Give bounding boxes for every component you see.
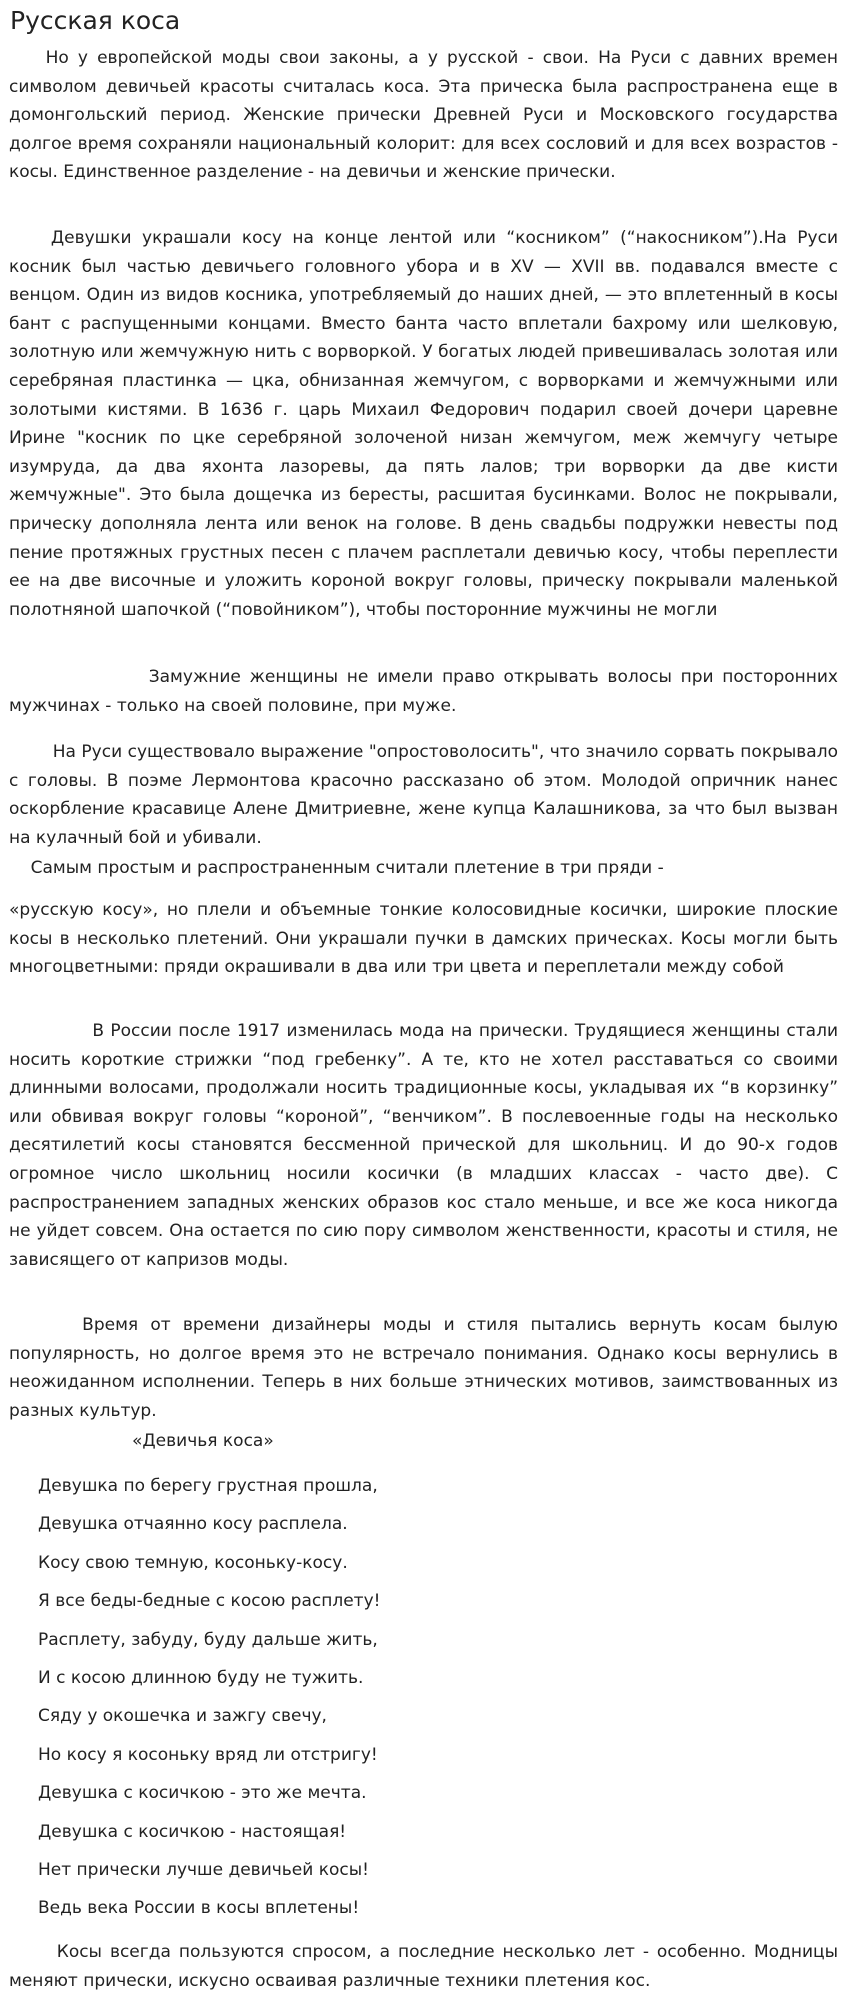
article-title: Русская коса — [10, 6, 181, 35]
paragraph-conclusion: Косы всегда пользуются спросом, а последние несколько лет - особенно. Модницы меняют прически, искусно осваивая различные техники плетения кос. — [9, 1942, 838, 1991]
poem-line: Девушка с косичкою - настоящая! — [38, 1821, 347, 1842]
poem-line: Девушка по берегу грустная прошла, — [38, 1476, 378, 1496]
poem-line: Расплету, забуду, буду дальше жить, — [38, 1629, 378, 1650]
poem-line: Сяду у окошечка и зажгу свечу, — [38, 1706, 327, 1727]
paragraph-designers: Время от времени дизайнеры моды и стиля пытались вернуть косам былую популярность, но долгое время это не встречало понимания. Однако косы вернулись в неожиданном исполнении. Теперь в них больше этнических мотивов, заимствованных из разных культур. — [9, 1315, 838, 1421]
paragraph-braid-types: «русскую косу», но плели и объемные тонкие колосовидные косички, широкие плоские косы в несколько плетений. Они украшали пучки в дамских прическах. Косы могли быть многоцветными: пряди окрашивали в два или три цвета и переплетали между собой — [9, 900, 838, 978]
paragraph-kosnik: Девушки украшали косу на конце лентой или “косником” (“накосником”).На Руси косник был частью девичьего головного убора и в XV — XVII вв. подавался вместе с венцом. Один из видов косника, употребляемый до наших дней, — это вплетенный в косы бант с распущенными концами. Вместо банта часто вплетали бахрому или шелковую, золотную или жемчужную нить с ворворкой. У богатых людей привешивалась золотая или серебряная пластинка — цка, обнизанная жемчугом, с ворворками и жемчужными или золотыми кистями. В 1636 г. царь Михаил Федорович подарил своей дочери царевне Ирине "косник по цке серебряной золоченой низан жемчугом, меж жемчугу четыре изумруда, да два яхонта лазоревы, да пять лалов; три ворворки да две кисти жемчужные". Это была дощечка из бересты, расшитая бусинками. Волос не покрывали, прическу дополняла лента или венок на голове. В день свадьбы подружки невесты под пение протяжных грустных песен с плачем расплетали девичью косу, чтобы переплести ее на две височные и уложить короной вокруг головы, прическу покрывали маленькой полотняной шапочкой (“повойником”), чтобы посторонние мужчины не могли — [9, 228, 838, 620]
paragraph-three-strands: Самым простым и распространенным считали плетение в три пряди - — [9, 858, 664, 878]
poem-line: Девушка отчаянно косу расплела. — [38, 1514, 348, 1535]
poem — [38, 1472, 380, 1933]
poem-line: Ведь века России в косы вплетены! — [38, 1898, 360, 1919]
paragraph-married: Замужние женщины не имели право открывать волосы при посторонних мужчинах - только на своей половине, при муже. — [9, 667, 838, 716]
poem-line: Косу свою темную, косоньку-косу. — [38, 1552, 348, 1573]
poem-line: Я все беды-бедные с косою расплету! — [38, 1591, 381, 1612]
paragraph-oprostovolosit: На Руси существовало выражение "опростоволосить", что значило сорвать покрывало с головы. В поэме Лермонтова красочно рассказано об этом. Молодой опричник нанес оскорбление красавице Алене Дмитриевне, жене купца Калашникова, за что был вызван на кулачный бой и убивали. — [9, 742, 838, 848]
poem-line: Нет прически лучше девичьей косы! — [38, 1859, 369, 1880]
paragraph-after-1917: В России после 1917 изменилась мода на прически. Трудящиеся женщины стали носить короткие стрижки “под гребенку”. А те, кто не хотел расставаться со своими длинными волосами, продолжали носить традиционные косы, укладывая их “в корзинку” или обвивая вокруг головы “короной”, “венчиком”. В послевоенные годы на несколько десятилетий косы становятся бессменной прической для школьниц. И до 90-х годов огромное число школьниц носили косички (в младших классах - часто две). С распространением западных женских образов кос стало меньше, и все же коса никогда не уйдет совсем. Она остается по сию пору символом женственности, красоты и стиля, не зависящего от капризов моды. — [9, 1021, 838, 1270]
paragraph-intro: Но у европейской моды свои законы, а у русской - свои. На Руси с давних времен символом девичьей красоты считалась коса. Эта прическа была распространена еще в домонгольский период. Женские прически Древней Руси и Московского государства долгое время сохраняли национальный колорит: для всех сословий и для всех возрастов - косы. Единственное разделение - на девичьи и женские прически. — [9, 48, 838, 183]
poem-title: «Девичья коса» — [132, 1431, 274, 1451]
poem-line: Но косу я косоньку вряд ли отстригу! — [38, 1744, 378, 1765]
poem-line: И с косою длинною буду не тужить. — [38, 1667, 364, 1688]
poem-line: Девушка с косичкою - это же мечта. — [38, 1783, 367, 1804]
